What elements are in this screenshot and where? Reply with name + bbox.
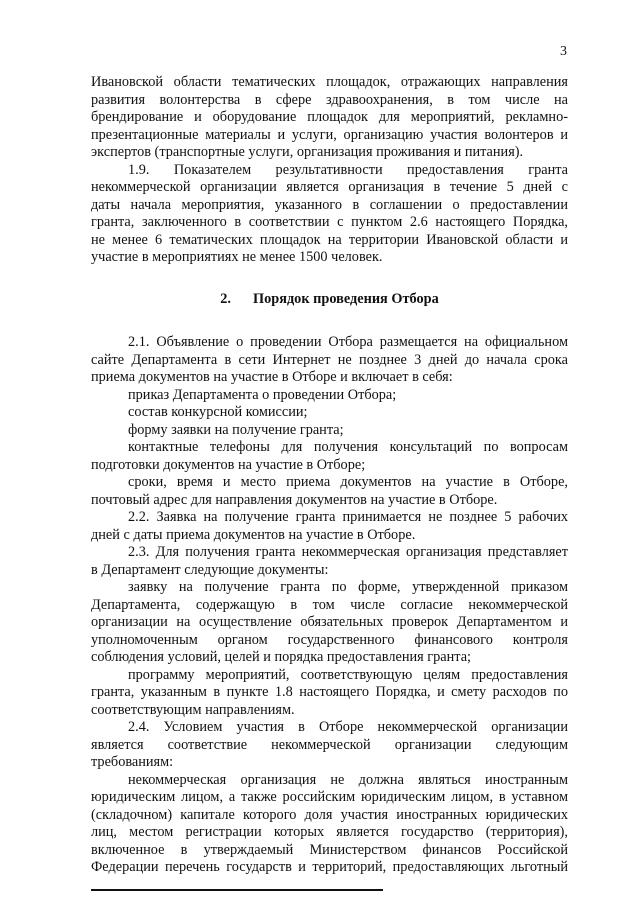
list-item-cont: Департамента, содержащую в том числе согласие некоммерческой bbox=[91, 596, 568, 613]
text-line: 2.3. Для получения гранта некоммерческая организация представляет bbox=[128, 544, 568, 560]
list-item: приказ Департамента о проведении Отбора; bbox=[128, 386, 397, 403]
text-line: 2.4. Условием участия в Отборе некоммерческой организации bbox=[128, 719, 568, 735]
list-item: контактные телефоны для получения консультаций по вопросам bbox=[128, 439, 568, 455]
text-line: 1.9. Показателем результативности предоставления гранта bbox=[128, 161, 568, 178]
text-line: приема документов на участие в Отборе и включает в себя: bbox=[91, 369, 453, 385]
text-line: развития волонтерства в сфере здравоохранения, в том числе на bbox=[91, 91, 568, 108]
list-item: сроки, время и место приема документов на участие в Отборе, bbox=[128, 474, 568, 490]
list-item-cont: соответствующим направлениям. bbox=[91, 701, 295, 718]
list-item: заявку на получение гранта по форме, утвержденной приказом bbox=[128, 579, 568, 595]
list-item-cont: гранта, указанным в пункте 1.8 настоящего Порядка, и смету расходов по bbox=[91, 684, 568, 700]
list-item-cont: юридическим лицом, а также российским юридическим лицом, в уставном bbox=[91, 789, 568, 805]
text-line: в Департамент следующие документы: bbox=[91, 561, 329, 578]
text-line: является соответствие некоммерческой организации следующим bbox=[91, 736, 568, 753]
text-line: не менее 6 тематических площадок на территории Ивановской области и bbox=[91, 231, 568, 248]
text-line: участие в мероприятиях не менее 1500 человек. bbox=[91, 249, 383, 265]
text-line: даты начала мероприятия, указанного в соглашении о предоставлении bbox=[91, 196, 568, 213]
page-number: 3 bbox=[560, 44, 567, 59]
text-line: брендирование и оборудование площадок для мероприятий, рекламно- bbox=[91, 109, 568, 125]
list-item: некоммерческая организация не должна являться иностранным bbox=[128, 771, 568, 788]
section-heading bbox=[91, 291, 568, 309]
list-item-cont: почтовый адрес для направления документов на участие в Отборе. bbox=[91, 491, 498, 508]
list-item: программу мероприятий, соответствующую целям предоставления bbox=[128, 666, 568, 683]
document-body bbox=[91, 74, 568, 877]
text-line: презентационные материалы и услуги, организацию участия волонтеров и bbox=[91, 126, 568, 143]
list-item-cont: (складочном) капитале которого доля участия иностранных юридических bbox=[91, 806, 568, 823]
text-line: некоммерческой организации является организация в течение 5 дней с bbox=[91, 179, 568, 195]
text-line: 2.2. Заявка на получение гранта принимается не позднее 5 рабочих bbox=[128, 509, 568, 525]
list-item-cont: соблюдения условий, целей и порядка предоставления гранта; bbox=[91, 649, 472, 665]
section-number: 2. bbox=[220, 290, 231, 307]
text-line: требованиям: bbox=[91, 754, 174, 770]
list-item-cont: включенное в утверждаемый Министерством финансов Российской bbox=[91, 841, 568, 858]
footer-rule bbox=[91, 889, 383, 891]
text-line: 2.1. Объявление о проведении Отбора размещается на официальном bbox=[128, 334, 568, 350]
text-line: сайте Департамента в сети Интернет не позднее 3 дней до начала срока bbox=[91, 351, 568, 368]
list-item: состав конкурсной комиссии; bbox=[128, 404, 308, 420]
list-item: форму заявки на получение гранта; bbox=[128, 421, 344, 438]
text-line: экспертов (транспортные услуги, организация проживания и питания). bbox=[91, 144, 524, 160]
list-item-cont: лиц, местом регистрации которых является государство (территория), bbox=[91, 824, 568, 840]
list-item-cont: уполномоченным органом государственного финансового контроля bbox=[91, 631, 568, 648]
text-line: дней с даты приема документов на участие в Отборе. bbox=[91, 526, 416, 543]
text-line: гранта, заключенного в соответствии с пунктом 2.6 настоящего Порядка, bbox=[91, 214, 568, 230]
list-item-cont: организации на осуществление обязательных проверок Департаментом и bbox=[91, 614, 568, 630]
text-line: Ивановской области тематических площадок, отражающих направления bbox=[91, 74, 568, 90]
list-item-cont: Федерации перечень государств и территорий, предоставляющих льготный bbox=[91, 859, 568, 875]
list-item-cont: подготовки документов на участие в Отборе; bbox=[91, 456, 366, 473]
section-title: Порядок проведения Отбора bbox=[253, 290, 439, 307]
